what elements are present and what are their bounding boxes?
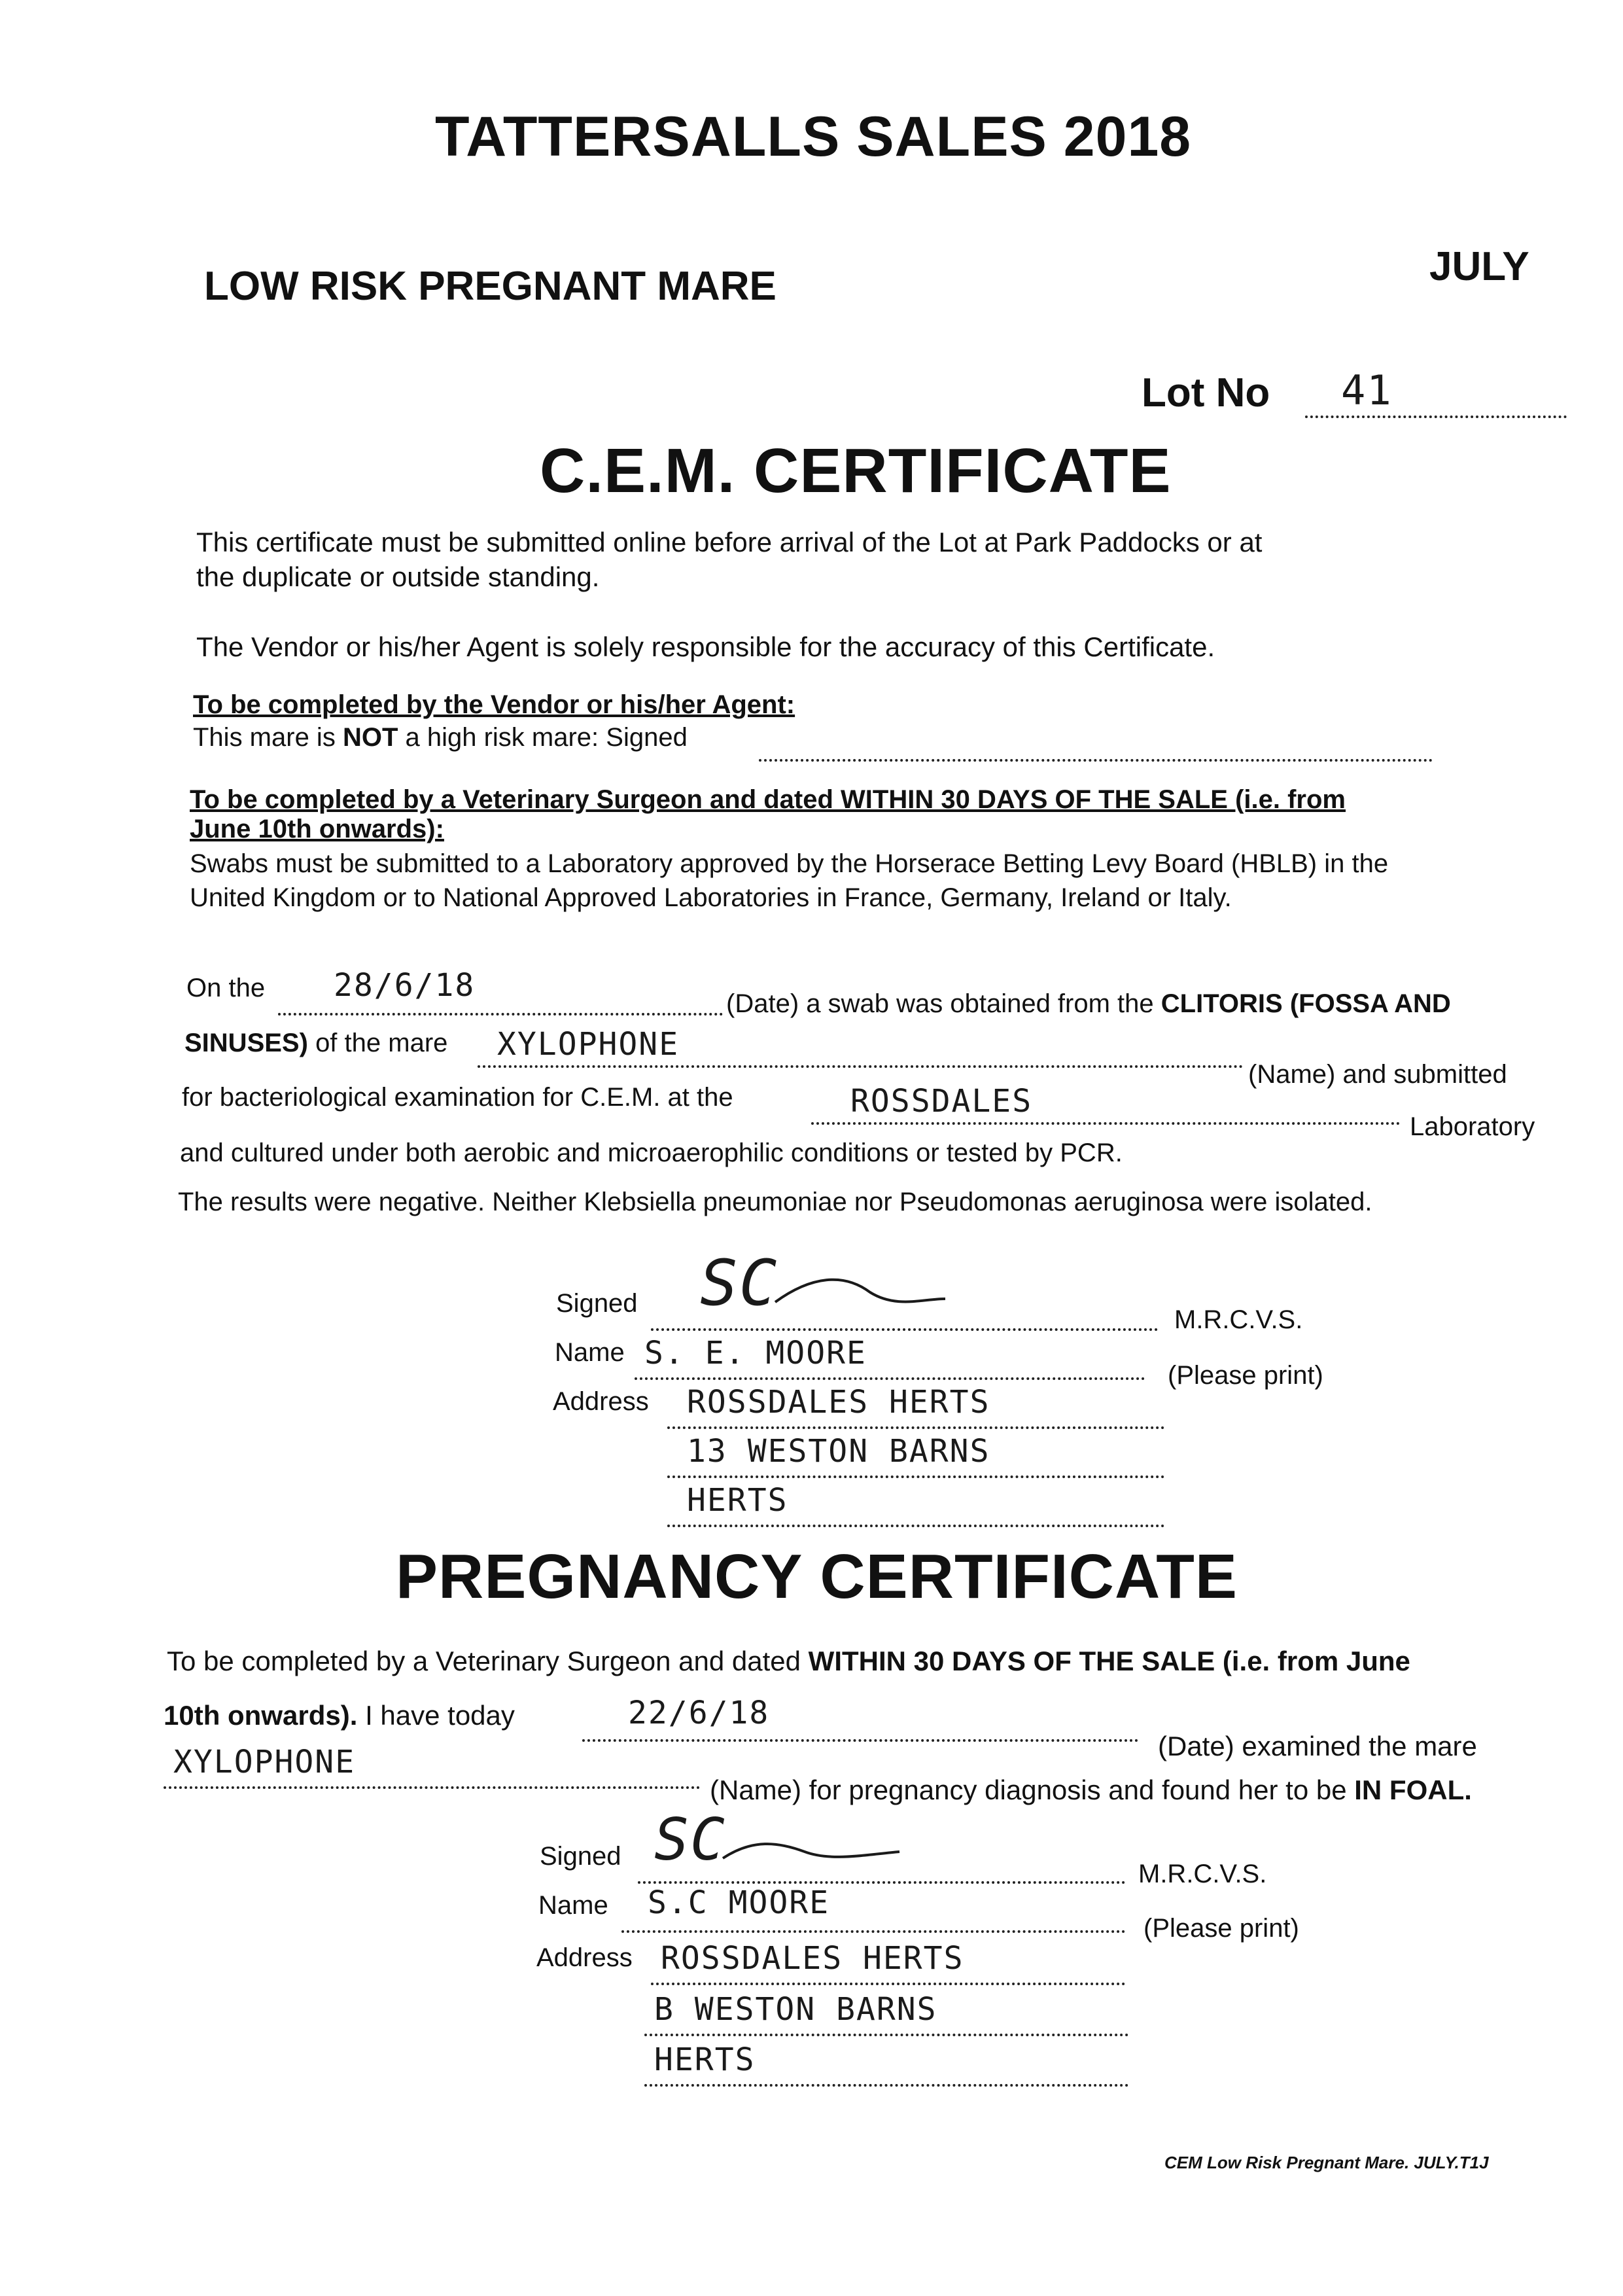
vet-heading-line2: June 10th onwards):: [190, 815, 444, 843]
pregnancy-signature-flourish: [720, 1826, 903, 1871]
on-the-label: On the: [186, 974, 266, 1002]
cem-intro-line2: the duplicate or outside standing.: [196, 561, 600, 592]
form-code: CEM Low Risk Pregnant Mare. JULY.T1J: [1164, 2153, 1489, 2172]
cem-mrcvs: M.R.C.V.S.: [1174, 1305, 1303, 1334]
pregnancy-signed-label: Signed: [540, 1842, 621, 1871]
pregnancy-line3: [710, 1775, 1472, 1806]
cem-name-label: Name: [555, 1338, 625, 1367]
pregnancy-line2-bold: 10th onwards).: [164, 1700, 358, 1731]
vendor-statement-not: NOT: [342, 723, 398, 752]
cem-signature[interactable]: SC: [700, 1246, 778, 1320]
pregnancy-signed-line: [638, 1881, 1125, 1884]
cem-responsibility: The Vendor or his/her Agent is solely responsible for the accuracy of this Certificate.: [196, 631, 1215, 662]
bacteriological-label: for bacteriological examination for C.E.M. at the: [182, 1083, 733, 1112]
pregnancy-line2-post: I have today: [365, 1700, 515, 1731]
document-title: TATTERSALLS SALES 2018: [435, 105, 1192, 168]
cem-signed-label: Signed: [556, 1289, 638, 1318]
lot-number-label: Lot No: [1142, 370, 1270, 415]
pregnancy-date-suffix: (Date) examined the mare: [1158, 1731, 1477, 1761]
pregnancy-address-label: Address: [536, 1943, 633, 1972]
vendor-statement-pre: This mare is: [193, 723, 336, 752]
pregnancy-name-value[interactable]: S.C MOORE: [648, 1884, 830, 1921]
pregnancy-name-line: [621, 1930, 1125, 1933]
pregnancy-address-value3[interactable]: HERTS: [654, 2041, 756, 2078]
pregnancy-date-line: [582, 1739, 1138, 1742]
cem-please-print: (Please print): [1168, 1361, 1323, 1390]
cem-signature-flourish: [772, 1263, 949, 1315]
pregnancy-certificate-title: PREGNANCY CERTIFICATE: [396, 1542, 1238, 1612]
pregnancy-signature[interactable]: SC: [654, 1806, 726, 1873]
mare-name-suffix: (Name) and submitted: [1248, 1060, 1507, 1089]
pregnancy-line3-post: (Name) for pregnancy diagnosis and found her to be: [710, 1775, 1347, 1805]
lot-number-line: [1305, 415, 1567, 418]
sinuses-label: SINUSES): [184, 1029, 308, 1057]
vet-heading-line1: To be completed by a Veterinary Surgeon and dated WITHIN 30 DAYS OF THE SALE (i.e. from: [190, 785, 1346, 814]
sale-month: JULY: [1429, 244, 1529, 289]
cem-certificate-title: C.E.M. CERTIFICATE: [540, 436, 1172, 506]
cem-address-line1: [667, 1426, 1164, 1429]
swab-date-value[interactable]: 28/6/18: [334, 967, 476, 1004]
cem-address-line2: [667, 1475, 1164, 1478]
swab-date-suffix-text: (Date) a swab was obtained from the: [726, 989, 1154, 1018]
of-the-mare-label: of the mare: [315, 1029, 448, 1057]
pregnancy-mare-name-value[interactable]: XYLOPHONE: [173, 1744, 356, 1780]
pregnancy-address-value2[interactable]: B WESTON BARNS: [654, 1991, 937, 2028]
pregnancy-address-line2: [644, 2034, 1128, 2036]
pregnancy-mrcvs: M.R.C.V.S.: [1138, 1860, 1267, 1888]
cem-address-value2[interactable]: 13 WESTON BARNS: [687, 1433, 990, 1470]
pregnancy-address-line1: [651, 1983, 1125, 1985]
cem-intro-line1: This certificate must be submitted online before arrival of the Lot at Park Paddocks or at: [196, 527, 1263, 557]
swab-line2: United Kingdom or to National Approved Laboratories in France, Germany, Ireland or Italy.: [190, 883, 1232, 912]
mare-name-line: [478, 1065, 1243, 1068]
pregnancy-line2: [164, 1700, 515, 1731]
pregnancy-date-value[interactable]: 22/6/18: [628, 1695, 770, 1731]
vendor-statement: [193, 723, 688, 752]
mare-name-value[interactable]: XYLOPHONE: [497, 1026, 680, 1063]
lab-suffix: Laboratory: [1410, 1112, 1535, 1141]
cem-address-value1[interactable]: ROSSDALES HERTS: [687, 1384, 990, 1421]
lot-number-value[interactable]: 41: [1341, 366, 1393, 414]
results-statement: The results were negative. Neither Klebsiella pneumoniae nor Pseudomonas aeruginosa were isolated.: [178, 1188, 1372, 1216]
mare-type-heading: LOW RISK PREGNANT MARE: [204, 264, 777, 309]
pregnancy-line1: [167, 1646, 1410, 1677]
mare-name-row: [184, 1029, 447, 1058]
pregnancy-address-line3: [644, 2084, 1128, 2087]
cem-address-label: Address: [553, 1387, 649, 1416]
pregnancy-result: IN FOAL.: [1354, 1775, 1472, 1805]
pregnancy-mare-name-line: [164, 1786, 700, 1789]
cem-signed-line: [651, 1328, 1158, 1331]
cem-address-value3[interactable]: HERTS: [687, 1482, 788, 1519]
pregnancy-please-print: (Please print): [1143, 1914, 1299, 1943]
swab-date-line: [278, 1013, 723, 1016]
cem-name-value[interactable]: S. E. MOORE: [644, 1335, 867, 1371]
vendor-heading: To be completed by the Vendor or his/her Agent:: [193, 690, 795, 719]
cem-address-line3: [667, 1525, 1164, 1527]
pregnancy-name-label: Name: [538, 1891, 608, 1920]
swab-site: CLITORIS (FOSSA AND: [1161, 989, 1451, 1018]
vendor-statement-post: a high risk mare: Signed: [405, 723, 688, 752]
pregnancy-line1-bold: WITHIN 30 DAYS OF THE SALE (i.e. from June: [808, 1646, 1410, 1676]
swab-date-suffix: [726, 989, 1451, 1019]
swab-line1: Swabs must be submitted to a Laboratory approved by the Horserace Betting Levy Board (HBLB) in the: [190, 849, 1389, 878]
lab-line: [811, 1122, 1400, 1125]
pregnancy-address-value1[interactable]: ROSSDALES HERTS: [661, 1940, 964, 1977]
lab-value[interactable]: ROSSDALES: [850, 1083, 1033, 1120]
cem-name-line: [635, 1377, 1145, 1380]
pregnancy-line1-pre: To be completed by a Veterinary Surgeon and dated: [167, 1646, 801, 1676]
cultured-statement: and cultured under both aerobic and microaerophilic conditions or tested by PCR.: [180, 1139, 1123, 1167]
vendor-signature-line[interactable]: [759, 759, 1433, 762]
